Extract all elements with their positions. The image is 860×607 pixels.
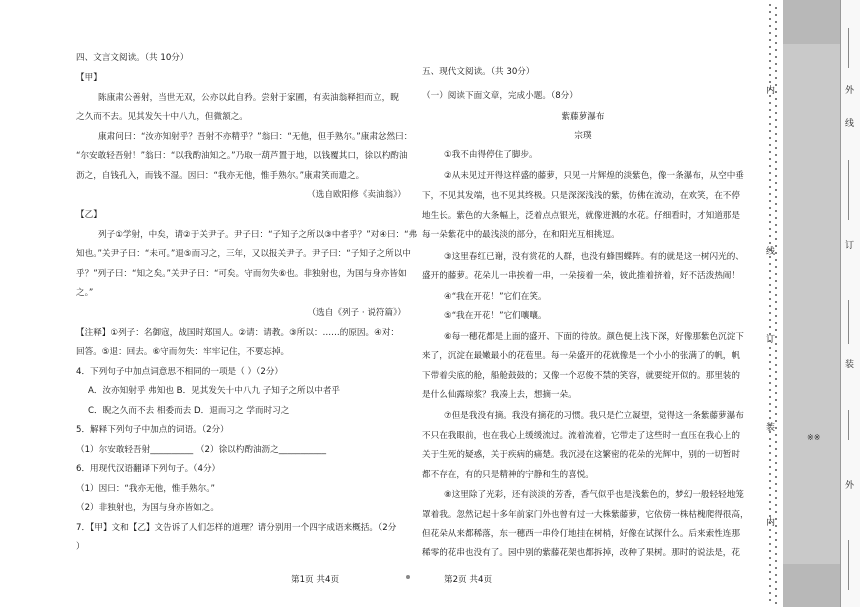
binding-dot: [775, 497, 777, 499]
binding-dot: [769, 347, 771, 349]
page-number-left: 第1页 共4页: [291, 575, 340, 585]
binding-dot: [769, 354, 771, 356]
binding-dot: [769, 494, 771, 496]
binding-dot: [775, 287, 777, 289]
binding-label-outer-5: 外: [845, 481, 855, 491]
binding-dot: [769, 179, 771, 181]
binding-dot: [775, 189, 777, 191]
right-text-line: ④“我在开花！”它们在笑。: [444, 292, 547, 302]
left-text-line: ）: [76, 542, 85, 552]
binding-dot: [769, 123, 771, 125]
binding-dot: [769, 60, 771, 62]
right-text-line: ②从未见过开得这样盛的藤萝，只见一片辉煌的淡紫色，像一条瀑布，从空中垂: [444, 171, 744, 181]
right-text-line: 稀零的花串也没有了。园中别的紫藤花架也都拆掉，改种了果树。那时的说法是，花: [422, 548, 740, 558]
binding-dot: [775, 483, 777, 485]
right-text-line: 但花朵从来都稀落，东一穗西一串伶仃地挂在树梢，好像在试探什么。后来索性连那: [422, 529, 740, 539]
binding-dot: [769, 25, 771, 27]
binding-dot: [769, 571, 771, 573]
right-text-line: ①我不由得停住了脚步。: [444, 150, 538, 160]
binding-label-outer-2: 线: [845, 119, 855, 129]
binding-dot: [775, 581, 777, 583]
binding-dot: [775, 539, 777, 541]
right-text-line: ⑤“我在开花！”它们嚷嚷。: [444, 311, 547, 321]
right-text-line: 是什么仙露琼浆？我凑上去，想摘一朵。: [422, 390, 577, 400]
binding-dot: [769, 599, 771, 601]
left-text-line: 回答。⑤退：回去。⑥守而勿失：牢牢记住，不要忘掉。: [76, 347, 290, 357]
right-text-line: ⑧这里除了光彩，还有淡淡的芳香，香气似乎也是浅紫色的，梦幻一般轻轻地笼: [444, 490, 744, 500]
binding-segment-line: [848, 160, 849, 220]
binding-dot: [775, 210, 777, 212]
binding-dot: [775, 273, 777, 275]
binding-dot: [769, 480, 771, 482]
binding-dot: [769, 389, 771, 391]
binding-dot: [769, 459, 771, 461]
binding-dot: [775, 434, 777, 436]
binding-dot: [769, 32, 771, 34]
binding-dot: [769, 550, 771, 552]
binding-dot: [769, 403, 771, 405]
left-text-line: （1）尔安敢轻吾射__________ （2）徐以杓酌油沥之___________: [76, 445, 326, 455]
binding-dot: [775, 77, 777, 79]
binding-dot: [775, 490, 777, 492]
binding-dot: [775, 406, 777, 408]
binding-segment-line: [848, 410, 849, 440]
binding-dot: [775, 315, 777, 317]
left-text-line: 6．用现代汉语翻译下列句子。（4分）: [76, 464, 221, 474]
binding-dot: [769, 326, 771, 328]
binding-dot: [775, 168, 777, 170]
page-divider-dot: [406, 575, 410, 579]
left-text-line: 陈康肃公善射，当世无双，公亦以此自矜。尝射于家圃，有卖油翁释担而立，睨: [98, 93, 399, 103]
binding-dot: [775, 105, 777, 107]
left-text-line: “尔安敢轻吾射！”翁曰：“以我酌油知之。”乃取一葫芦置于地，以钱覆其口，徐以杓酌油: [76, 151, 408, 161]
binding-dot: [775, 119, 777, 121]
binding-dot: [769, 74, 771, 76]
binding-dot: [769, 263, 771, 265]
binding-dot: [775, 448, 777, 450]
left-text-line: 乎？”列子曰：“知之矣。”关尹子曰：“可矣。守而勿失⑥也。非独射也，为国与身亦皆如: [76, 269, 407, 279]
binding-label-outer-4: 装: [845, 360, 855, 370]
binding-dot: [769, 102, 771, 104]
right-text-line: 五、现代文阅读。（共 30分）: [422, 67, 535, 77]
binding-dot: [775, 231, 777, 233]
binding-dot: [769, 214, 771, 216]
binding-dot: [775, 35, 777, 37]
right-text-line: ⑥每一穗花都是上面的盛开、下面的待放。颜色便上浅下深，好像那紫色沉淀下: [444, 332, 744, 342]
binding-dot: [769, 11, 771, 13]
binding-dot: [775, 525, 777, 527]
binding-dot: [775, 112, 777, 114]
right-text-line: 都不存在，有的只是精神的宁静和生的喜悦。: [422, 470, 594, 480]
binding-dot: [775, 343, 777, 345]
left-text-line: C．睨之久而不去 相委而去 D．退而习之 学而时习之: [88, 406, 290, 416]
binding-dot: [769, 529, 771, 531]
binding-label-outer-1: 外: [845, 86, 855, 96]
right-text-line: 紫藤萝瀑布: [561, 112, 605, 122]
right-text-line: ③这里春红已谢，没有赏花的人群，也没有蜂围蝶阵。有的就是这一树闪光的、: [444, 252, 744, 262]
binding-dot: [769, 207, 771, 209]
left-text-line: 四、文言文阅读。（共 10分）: [76, 53, 189, 63]
binding-dot: [775, 385, 777, 387]
binding-dot: [769, 564, 771, 566]
binding-dot: [769, 501, 771, 503]
binding-dot: [775, 357, 777, 359]
binding-dot: [775, 441, 777, 443]
binding-dot: [775, 161, 777, 163]
left-text-line: （选自欧阳修《卖油翁》）: [307, 190, 406, 200]
right-text-line: 盛开的藤萝。花朵儿一串挨着一串，一朵接着一朵，彼此推着挤着，好不活泼热闹！: [422, 271, 740, 281]
binding-dot: [775, 238, 777, 240]
binding-dot: [769, 438, 771, 440]
binding-dot: [775, 133, 777, 135]
binding-dot: [775, 308, 777, 310]
binding-dot: [775, 392, 777, 394]
binding-dot: [769, 158, 771, 160]
binding-dot: [775, 7, 777, 9]
right-text-line: 每一朵紫花中的最浅淡的部分，在和阳光互相挑逗。: [422, 230, 620, 240]
left-text-line: 【乙】: [76, 210, 102, 220]
binding-dot: [769, 361, 771, 363]
binding-dot: [775, 546, 777, 548]
binding-dot: [775, 224, 777, 226]
binding-dot: [775, 14, 777, 16]
binding-dot: [775, 301, 777, 303]
binding-dot: [775, 252, 777, 254]
binding-dot: [775, 504, 777, 506]
binding-dot: [775, 469, 777, 471]
left-text-line: 列子①学射，中矣，请②于关尹子。尹子曰：“子知子之所以③中者乎？”对④曰：“弗: [98, 230, 418, 240]
binding-dot: [775, 154, 777, 156]
binding-dot: [775, 140, 777, 142]
binding-dot: [775, 511, 777, 513]
left-text-line: 之久而不去。见其发矢十中八九，但微颔之。: [76, 112, 248, 122]
binding-dot: [769, 53, 771, 55]
binding-dot: [769, 452, 771, 454]
binding-dot: [769, 578, 771, 580]
binding-dot: [769, 592, 771, 594]
binding-dot: [769, 375, 771, 377]
binding-dot: [775, 91, 777, 93]
binding-dot: [769, 508, 771, 510]
binding-dot: [769, 473, 771, 475]
binding-label-inner-2: 线: [766, 247, 776, 257]
binding-dot: [769, 18, 771, 20]
right-text-line: 罩着我。忽然记起十多年前家门外也曾有过一大株紫藤萝，它依傍一株枯槐爬得很高，: [422, 510, 749, 520]
binding-label-outer-3: 订: [845, 241, 855, 251]
binding-dot: [775, 364, 777, 366]
binding-dot: [769, 165, 771, 167]
binding-dot: [775, 56, 777, 58]
binding-dot: [769, 585, 771, 587]
binding-gray-band: [783, 0, 840, 607]
binding-dot: [775, 63, 777, 65]
binding-dot: [769, 382, 771, 384]
binding-dot: [769, 193, 771, 195]
binding-dot: [775, 427, 777, 429]
binding-dot: [769, 46, 771, 48]
binding-dot: [775, 455, 777, 457]
binding-dot: [769, 410, 771, 412]
right-text-line: 宗璞: [574, 131, 592, 141]
binding-dot: [769, 536, 771, 538]
binding-dot: [775, 350, 777, 352]
binding-dot: [775, 21, 777, 23]
binding-dot: [775, 126, 777, 128]
binding-dot: [769, 291, 771, 293]
binding-dot: [769, 487, 771, 489]
binding-dot: [769, 417, 771, 419]
binding-dot: [769, 557, 771, 559]
binding-dot: [775, 84, 777, 86]
binding-dot: [775, 595, 777, 597]
binding-label-inner-3: 订: [766, 335, 776, 345]
left-text-line: 【注释】①列子：名御寇，战国时郑国人。②请：请教。③所以：……的原因。④对：: [76, 328, 400, 338]
binding-dot: [769, 221, 771, 223]
binding-dot: [769, 116, 771, 118]
binding-dot: [769, 305, 771, 307]
binding-dot: [775, 602, 777, 604]
left-text-line: 沥之，自钱孔入，而钱不湿。因曰：“我亦无他，惟手熟尔。”康肃笑而遣之。: [76, 171, 365, 181]
binding-dot: [775, 28, 777, 30]
binding-dot: [775, 266, 777, 268]
right-text-line: 关于生死的疑惑，关于疾病的痛楚。我沉浸在这繁密的花朵的光辉中，别的一切暂时: [422, 450, 740, 460]
binding-dot: [775, 322, 777, 324]
right-text-line: 下带着尖底的舱，船舱鼓鼓的；又像一个忍俊不禁的笑容，就要绽开似的。那里装的: [422, 371, 740, 381]
binding-dot: [775, 462, 777, 464]
left-text-line: 4．下列句子中加点词意思不相同的一项是（ ）（2分）: [76, 367, 284, 377]
left-text-line: 康肃问曰：“汝亦知射乎？吾射不亦精乎？”翁曰：“无他，但手熟尔。”康肃忿然曰：: [98, 132, 413, 142]
binding-dot: [775, 147, 777, 149]
binding-dot: [769, 4, 771, 6]
right-text-line: 下，不见其发端，也不见其终极。只是深深浅浅的紫，仿佛在流动，在欢笑，在不停: [422, 191, 740, 201]
binding-dot: [775, 245, 777, 247]
binding-mark: ※※: [807, 433, 821, 442]
left-text-line: A．汝亦知射乎 弗知也 B．见其发矢十中八九 子知子之所以中者乎: [88, 386, 341, 396]
left-text-line: 7．【甲】文和【乙】文告诉了人们怎样的道理？请分别用一个四字成语来概括。（2分: [76, 523, 397, 533]
right-text-line: ⑦但是我没有摘。我没有摘花的习惯。我只是伫立凝望，觉得这一条紫藤萝瀑布: [444, 411, 744, 421]
binding-dot: [769, 200, 771, 202]
binding-dot: [769, 39, 771, 41]
left-text-line: （2）非独射也，为国与身亦皆如之。: [76, 503, 219, 513]
binding-dot: [775, 49, 777, 51]
page-number-right: 第2页 共4页: [444, 575, 493, 585]
binding-label-inner-4: 装: [766, 423, 776, 433]
binding-gray-inner: [783, 44, 840, 564]
binding-dot: [769, 284, 771, 286]
left-text-line: 之。”: [76, 288, 94, 298]
binding-dot: [775, 336, 777, 338]
binding-dot: [775, 329, 777, 331]
left-text-line: 5．解释下列句子中加点的词语。（2分）: [76, 425, 229, 435]
binding-dot: [775, 574, 777, 576]
binding-dot: [769, 368, 771, 370]
binding-segment-line: [848, 28, 849, 68]
binding-segment-line: [848, 540, 849, 590]
binding-dot: [775, 196, 777, 198]
left-text-line: 【甲】: [76, 73, 102, 83]
binding-dot: [769, 319, 771, 321]
binding-dot: [775, 560, 777, 562]
binding-dot: [775, 259, 777, 261]
binding-dot: [769, 235, 771, 237]
right-text-line: 不只在我眼前，也在我心上缓缓流过。流着流着，它带走了这些时一直压在我心上的: [422, 431, 740, 441]
binding-dotted-line-outer: [775, 0, 778, 607]
binding-label-inner-5: 内: [766, 518, 776, 528]
binding-dot: [775, 378, 777, 380]
binding-dot: [775, 420, 777, 422]
binding-dot: [769, 130, 771, 132]
right-text-line: 地生长。紫色的大条幅上，泛着点点银光，就像迸溅的水花。仔细看时，才知道那是: [422, 211, 740, 221]
left-text-line: 知也。”关尹子曰：“未可。”退⑤而习之，三年，又以报关尹子。尹子曰：“子知子之所以中: [76, 249, 411, 259]
binding-dot: [775, 203, 777, 205]
binding-dot: [775, 553, 777, 555]
binding-dot: [775, 175, 777, 177]
binding-dot: [769, 109, 771, 111]
binding-dot: [775, 567, 777, 569]
binding-dot: [775, 98, 777, 100]
binding-dot: [775, 413, 777, 415]
binding-dot: [775, 476, 777, 478]
binding-dot: [769, 543, 771, 545]
left-text-line: （选自《列子 · 说符篇》）: [307, 308, 406, 318]
binding-dot: [769, 270, 771, 272]
binding-dot: [769, 277, 771, 279]
binding-dot: [775, 70, 777, 72]
binding-dot: [775, 42, 777, 44]
binding-dot: [769, 144, 771, 146]
binding-dot: [769, 396, 771, 398]
binding-label-inner-1: 内: [766, 86, 776, 96]
binding-dot: [769, 298, 771, 300]
binding-dot: [769, 137, 771, 139]
binding-dot: [769, 172, 771, 174]
binding-segment-line: [848, 300, 849, 344]
binding-dot: [775, 588, 777, 590]
binding-dot: [769, 151, 771, 153]
binding-dot: [775, 518, 777, 520]
binding-dot: [769, 445, 771, 447]
binding-dot: [769, 186, 771, 188]
right-text-line: 来了，沉淀在最嫩最小的花苞里。每一朵盛开的花就像是一个小小的张满了的帆，帆: [422, 351, 740, 361]
binding-dot: [775, 532, 777, 534]
left-text-line: （1）因曰：“我亦无他，惟手熟尔。”: [76, 484, 215, 494]
binding-dot: [775, 217, 777, 219]
binding-dot: [769, 312, 771, 314]
binding-dot: [775, 280, 777, 282]
binding-dot: [775, 399, 777, 401]
right-text-line: （一）阅读下面文章，完成小题。（8分）: [422, 91, 578, 101]
binding-dot: [775, 294, 777, 296]
binding-dot: [769, 228, 771, 230]
binding-dot: [769, 67, 771, 69]
binding-dot: [775, 182, 777, 184]
binding-dot: [769, 466, 771, 468]
binding-dot: [775, 371, 777, 373]
